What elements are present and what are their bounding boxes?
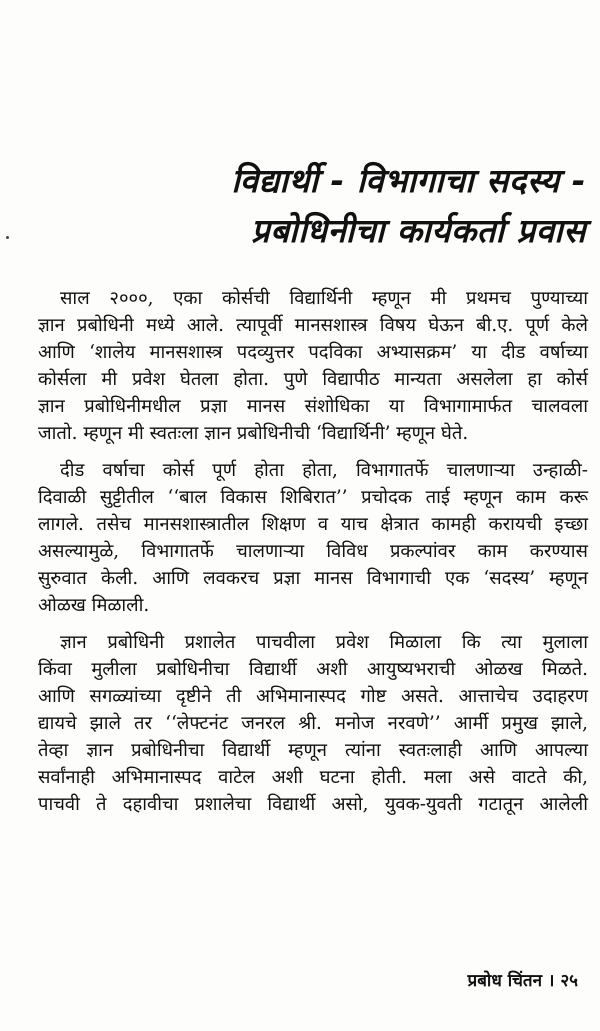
ink-speck: [6, 236, 9, 239]
text-line: कोर्सला मी प्रवेश घेतला होता. पुणे विद्यापीठ मान्यता असलेला हा कोर्स: [38, 369, 588, 390]
text-line: आणि ‘शालेय मानसशास्त्र पदव्युत्तर पदविका अभ्यासक्रम’ या दीड वर्षाच्या: [38, 342, 588, 363]
paragraph-3: [38, 629, 588, 818]
book-title: प्रबोध चिंतन: [467, 971, 543, 991]
text-line: ओळख मिळाली.: [38, 595, 150, 616]
text-line: असल्यामुळे, विभागातर्फे चालणाऱ्या विविध प्रकल्पांवर काम करण्यास: [38, 541, 588, 562]
text-line: लागले. तसेच मानसशास्त्रातील शिक्षण व याच क्षेत्रात कामही करायची इच्छा: [38, 514, 588, 535]
paragraph-1: [38, 285, 588, 447]
text-line: दिवाळी सुट्टीतील ‘‘बाल विकास शिबिरात’’ प्रचोदक ताई म्हणून काम करू: [38, 487, 588, 508]
text-line: सर्वांनाही अभिमानास्पद वाटेल अशी घटना होती. मला असे वाटते की,: [38, 767, 588, 788]
text-line: तेव्हा ज्ञान प्रबोधिनीचा विद्यार्थी म्हणून त्यांना स्वतःलाही आणि आपल्या: [38, 740, 588, 761]
text-line: ज्ञान प्रबोधिनी मध्ये आले. त्यापूर्वी मानसशास्त्र विषय घेऊन बी.ए. पूर्ण केले: [38, 315, 588, 336]
text-line: ज्ञान प्रबोधिनी प्रशालेत पाचवीला प्रवेश मिळाला कि त्या मुलाला: [60, 632, 588, 653]
text-line: साल २०००, एका कोर्सची विद्यार्थिनी म्हणून मी प्रथमच पुण्याच्या: [60, 288, 588, 309]
text-line: पाचवी ते दहावीचा प्रशालेचा विद्यार्थी असो, युवक-युवती गटातून आलेली: [38, 794, 588, 815]
text-line: किंवा मुलीला प्रबोधिनीचा विद्यार्थी अशी आयुष्यभराची ओळख मिळते.: [38, 659, 588, 680]
body-text: [38, 285, 588, 828]
page-footer: [468, 968, 578, 991]
text-line: ज्ञान प्रबोधिनीमधील प्रज्ञा मानस संशोधिका या विभागामार्फत चालवला: [38, 396, 588, 417]
chapter-title: [66, 156, 586, 256]
text-line: द्यायचे झाले तर ‘‘लेफ्टनंट जनरल श्री. मनोज नरवणे’’ आर्मी प्रमुख झाले,: [38, 713, 588, 734]
chapter-title-line-1: विद्यार्थी - विभागाचा सदस्य -: [231, 161, 586, 200]
paragraph-2: [38, 457, 588, 619]
page-number: २५: [560, 971, 578, 991]
text-line: सुरुवात केली. आणि लवकरच प्रज्ञा मानस विभागाची एक ‘सदस्य’ म्हणून: [38, 568, 588, 589]
footer-separator: ।: [547, 971, 555, 991]
text-line: आणि सगळ्यांच्या दृष्टीने ती अभिमानास्पद गोष्ट असते. आत्ताचेच उदाहरण: [38, 686, 588, 707]
chapter-title-line-2: प्रबोधिनीचा कार्यकर्ता प्रवास: [250, 211, 586, 250]
text-line: जातो. म्हणून मी स्वतःला ज्ञान प्रबोधिनीची ‘विद्यार्थिनी’ म्हणून घेते.: [38, 423, 469, 444]
text-line: दीड वर्षाचा कोर्स पूर्ण होता होता, विभागातर्फे चालणाऱ्या उन्हाळी-: [60, 460, 588, 481]
